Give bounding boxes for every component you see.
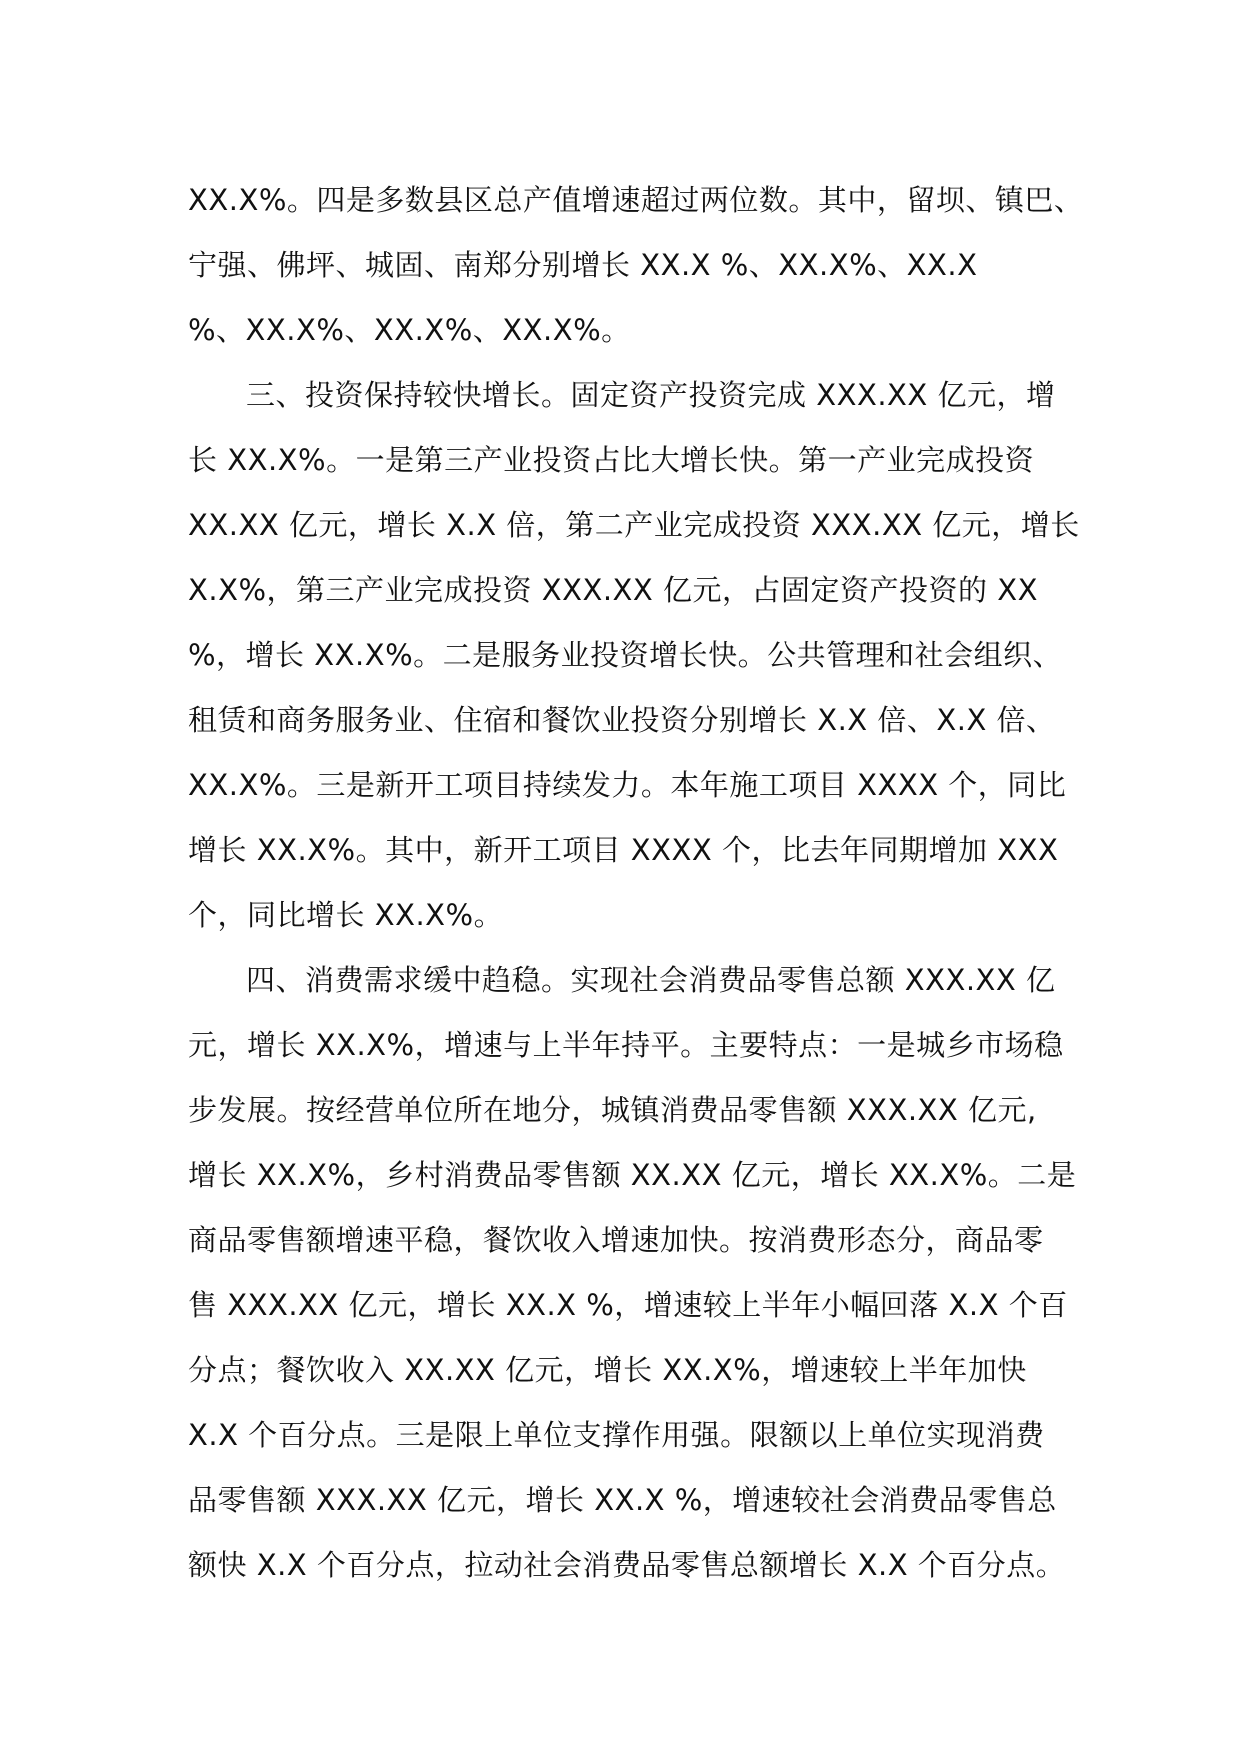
text-line: 长 XX.X%。一是第三产业投资占比大增长快。第一产业完成投资 [188,443,1035,477]
text-line: 租赁和商务服务业、住宿和餐饮业投资分别增长 X.X 倍、X.X 倍、 [188,703,1056,737]
text-line: 品零售额 XXX.XX 亿元，增长 XX.X %，增速较社会消费品零售总 [188,1483,1057,1517]
section-four-heading-line: 四、消费需求缓中趋稳。实现社会消费品零售总额 XXX.XX 亿 [246,963,1056,997]
text-line: 个，同比增长 XX.X%。 [188,898,504,932]
document-body [188,168,1084,1598]
text-line: XX.X%。四是多数县区总产值增速超过两位数。其中，留坝、镇巴、 [188,183,1084,217]
text-line: 分点；餐饮收入 XX.XX 亿元，增长 XX.X%，增速较上半年加快 [188,1353,1027,1387]
text-line: X.X%，第三产业完成投资 XXX.XX 亿元，占固定资产投资的 XX [188,573,1038,607]
text-line: X.X 个百分点。三是限上单位支撑作用强。限额以上单位实现消费 [188,1418,1045,1452]
text-line: 额快 X.X 个百分点，拉动社会消费品零售总额增长 X.X 个百分点。 [188,1548,1066,1582]
text-line: 宁强、佛坪、城固、南郑分别增长 XX.X %、XX.X%、XX.X [188,248,978,282]
text-line: 元，增长 XX.X%，增速与上半年持平。主要特点：一是城乡市场稳 [188,1028,1064,1062]
text-line: 增长 XX.X%，乡村消费品零售额 XX.XX 亿元，增长 XX.X%。二是 [188,1158,1077,1192]
text-line: 增长 XX.X%。其中，新开工项目 XXXX 个，比去年同期增加 XXX [188,833,1059,867]
section-three-heading-line: 三、投资保持较快增长。固定资产投资完成 XXX.XX 亿元，增 [246,378,1056,412]
text-line: %，增长 XX.X%。二是服务业投资增长快。公共管理和社会组织、 [188,638,1063,672]
text-line: 商品零售额增速平稳，餐饮收入增速加快。按消费形态分，商品零 [188,1223,1044,1257]
text-line: XX.X%。三是新开工项目持续发力。本年施工项目 XXXX 个，同比 [188,768,1067,802]
text-line: %、XX.X%、XX.X%、XX.X%。 [188,313,631,347]
text-line: 售 XXX.XX 亿元，增长 XX.X %，增速较上半年小幅回落 X.X 个百 [188,1288,1068,1322]
text-line: XX.XX 亿元，增长 X.X 倍，第二产业完成投资 XXX.XX 亿元，增长 [188,508,1080,542]
text-line: 步发展。按经营单位所在地分，城镇消费品零售额 XXX.XX 亿元, [188,1093,1037,1127]
